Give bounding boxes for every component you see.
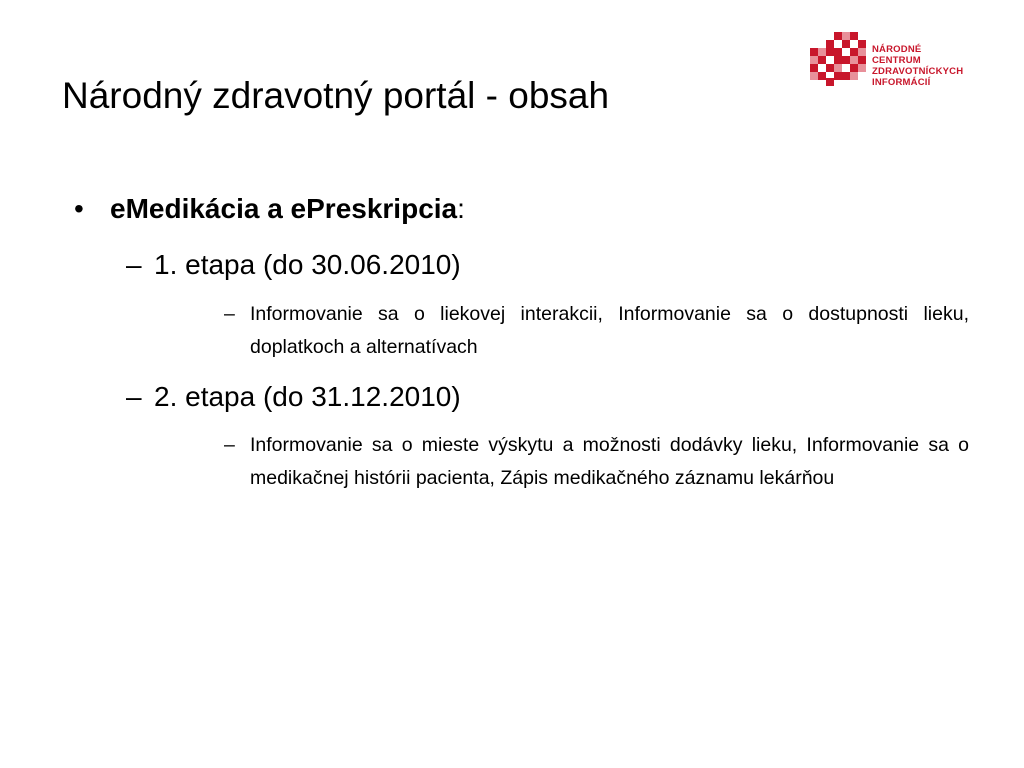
dash-icon: – (224, 303, 235, 325)
dash-icon: – (126, 249, 142, 280)
logo-line: NÁRODNÉ (872, 44, 922, 55)
logo-line: CENTRUM (872, 55, 921, 66)
stage-1-item (126, 246, 461, 284)
section-heading-suffix: : (457, 193, 465, 224)
stage-1-details (224, 298, 969, 364)
bullet-section-heading (74, 190, 465, 228)
slide-title: Národný zdravotný portál - obsah (62, 75, 610, 116)
stage-2-details (224, 429, 969, 495)
section-heading-bold: eMedikácia a ePreskripcia (110, 193, 458, 224)
dash-icon: – (224, 434, 235, 456)
stage-1-label: 1. etapa (do 30.06.2010) (154, 249, 461, 280)
logo-line: ZDRAVOTNÍCKYCH (872, 66, 964, 77)
stage-2-item (126, 378, 461, 416)
dash-icon: – (126, 381, 142, 412)
logo-line: INFORMÁCIÍ (872, 77, 931, 88)
stage-2-details-text: Informovanie sa o mieste výskytu a možnosti dodávky lieku, Informovanie sa o medikačnej histórii pacienta, Zápis medikačného záznamu lekárňou (250, 434, 969, 489)
bullet-icon: • (74, 193, 84, 224)
stage-2-label: 2. etapa (do 31.12.2010) (154, 381, 461, 412)
stage-1-details-text: Informovanie sa o liekovej interakcii, Informovanie sa o dostupnosti lieku, doplatkoch a alternatívach (250, 303, 969, 358)
